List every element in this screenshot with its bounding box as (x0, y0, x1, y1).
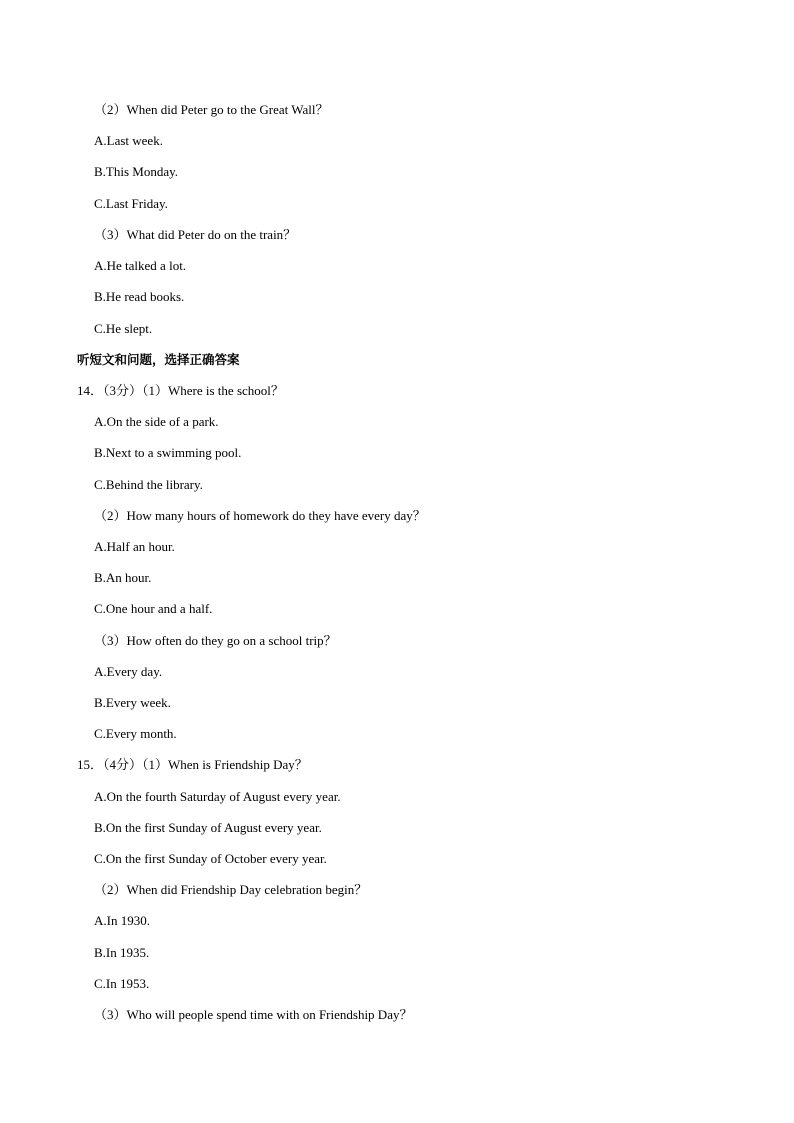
question-15-1-option-b: B.On the first Sunday of August every year. (94, 820, 322, 835)
question-15-2-option-a: A.In 1930. (94, 913, 150, 928)
question-14-1-option-a: A.On the side of a park. (94, 414, 219, 429)
question-13-3-stem: （3）What did Peter do on the train？ (94, 227, 297, 242)
question-14-header: 14．（3分）（1）Where is the school？ (77, 383, 284, 398)
question-15-1-option-c: C.On the first Sunday of October every year. (94, 851, 327, 866)
question-15-1-option-a: A.On the fourth Saturday of August every year. (94, 789, 341, 804)
question-14-2-option-b: B.An hour. (94, 570, 152, 585)
question-14-2-option-c: C.One hour and a half. (94, 601, 213, 616)
question-13-3-option-b: B.He read books. (94, 289, 185, 304)
section-title: 听短文和问题，选择正确答案 (77, 352, 240, 367)
question-13-2-option-b: B.This Monday. (94, 164, 179, 179)
question-13-2-option-a: A.Last week. (94, 133, 163, 148)
question-14-3-option-a: A.Every day. (94, 664, 163, 679)
question-13-2-stem: （2）When did Peter go to the Great Wall？ (94, 102, 329, 117)
question-15-header: 15．（4分）（1）When is Friendship Day？ (77, 757, 308, 772)
question-14-2-option-a: A.Half an hour. (94, 539, 175, 554)
question-13-3-option-c: C.He slept. (94, 321, 153, 336)
question-13-2-option-c: C.Last Friday. (94, 196, 168, 211)
question-13-3-option-a: A.He talked a lot. (94, 258, 187, 273)
question-14-3-stem: （3）How often do they go on a school trip？ (94, 633, 337, 648)
question-14-3-option-b: B.Every week. (94, 695, 171, 710)
question-15-2-option-c: C.In 1953. (94, 976, 150, 991)
question-14-1-option-c: C.Behind the library. (94, 477, 203, 492)
question-14-2-stem: （2）How many hours of homework do they have every day？ (94, 508, 426, 523)
question-15-3-stem: （3）Who will people spend time with on Friendship Day？ (94, 1007, 413, 1022)
question-15-2-option-b: B.In 1935. (94, 945, 150, 960)
question-15-2-stem: （2）When did Friendship Day celebration begin？ (94, 882, 368, 897)
question-14-1-option-b: B.Next to a swimming pool. (94, 445, 242, 460)
question-14-3-option-c: C.Every month. (94, 726, 177, 741)
